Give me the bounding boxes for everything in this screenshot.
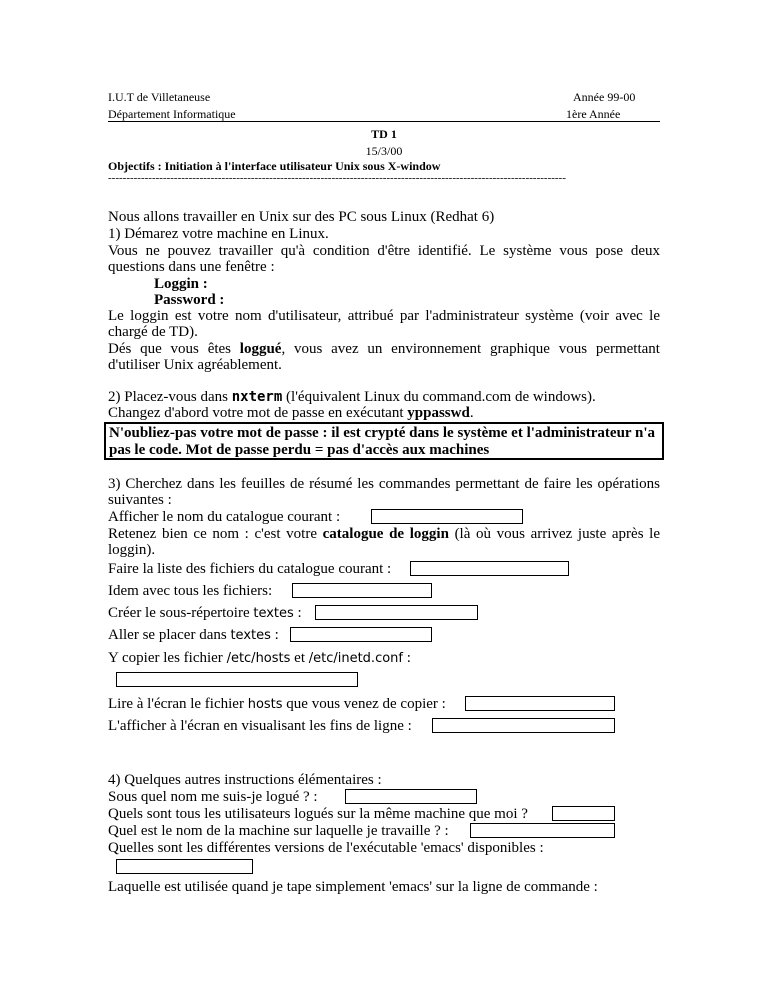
q4-1-answer-field[interactable] [345, 789, 477, 804]
intro-line-1: Nous allons travailler en Unix sur des PC sous Linux (Redhat 6) [108, 209, 495, 225]
password-label: Password : [154, 292, 225, 308]
class-level: 1ère Année [566, 107, 621, 121]
school-year: Année 99-00 [573, 90, 636, 104]
q3-8-answer-field[interactable] [432, 718, 615, 733]
q3-3-answer-field[interactable] [292, 583, 432, 598]
q3-1-label: Afficher le nom du catalogue courant : [108, 509, 341, 525]
q4-5-label: Laquelle est utilisée quand je tape simplement 'emacs' sur la ligne de commande : [108, 879, 598, 895]
q4-2-label: Quels sont tous les utilisateurs logués sur la même machine que moi ? [108, 806, 528, 822]
q3-7-label: Lire à l'écran le fichier hosts que vous venez de copier : [108, 696, 446, 712]
q3-6-answer-field[interactable] [116, 672, 358, 687]
section2-line-1: 2) Placez-vous dans nxterm (l'équivalent Linux du command.com de windows). [108, 389, 596, 405]
q3-2-answer-field[interactable] [410, 561, 569, 576]
section2-line-2: Changez d'abord votre mot de passe en exécutant yppasswd. [108, 405, 474, 421]
q3-4-label: Créer le sous-répertoire textes : [108, 605, 302, 621]
objectives: Objectifs : Initiation à l'interface utilisateur Unix sous X-window [108, 159, 441, 173]
q4-4-answer-field[interactable] [116, 859, 253, 874]
separator-line: ----------------------------------------------------------------------------------------------------------------------------- [108, 172, 566, 184]
school-name: I.U.T de Villetaneuse [108, 90, 211, 104]
loggin-paragraph: Le loggin est votre nom d'utilisateur, attribué par l'administrateur système (voir avec le chargé de TD). [108, 308, 660, 340]
q3-7-answer-field[interactable] [465, 696, 615, 711]
department-name: Département Informatique [108, 107, 236, 121]
sheet-title: TD 1 [371, 127, 397, 141]
q3-6-label: Y copier les fichier /etc/hosts et /etc/inetd.conf : [108, 650, 411, 666]
q3-3-label: Idem avec tous les fichiers: [108, 583, 273, 599]
q4-4-label: Quelles sont les différentes versions de l'exécutable 'emacs' disponibles : [108, 840, 544, 856]
loggin-label: Loggin : [154, 276, 208, 292]
q4-2-answer-field[interactable] [552, 806, 615, 821]
q3-8-label: L'afficher à l'écran en visualisant les fins de ligne : [108, 718, 412, 734]
q3-5-answer-field[interactable] [290, 627, 432, 642]
header-rule [108, 121, 660, 122]
q3-2-label: Faire la liste des fichiers du catalogue courant : [108, 561, 392, 577]
q4-3-answer-field[interactable] [470, 823, 615, 838]
sheet-date: 15/3/00 [365, 144, 403, 158]
section3-intro: 3) Cherchez dans les feuilles de résumé les commandes permettant de faire les opérations suivantes : [108, 476, 660, 508]
section4-intro: 4) Quelques autres instructions élémentaires : [108, 772, 382, 788]
q4-3-label: Quel est le nom de la machine sur laquelle je travaille ? : [108, 823, 449, 839]
intro-paragraph: Vous ne pouvez travailler qu'à condition d'être identifié. Le système vous pose deux questions dans une fenêtre : [108, 243, 660, 275]
q4-1-label: Sous quel nom me suis-je logué ? : [108, 789, 318, 805]
intro-line-2: 1) Démarez votre machine en Linux. [108, 226, 329, 242]
password-warning-box: N'oubliez-pas votre mot de passe : il est crypté dans le système et l'administrateur n'a pas le code. Mot de passe perdu = pas d'accès aux machines [104, 422, 664, 460]
q3-4-answer-field[interactable] [315, 605, 478, 620]
q3-5-label: Aller se placer dans textes : [108, 627, 279, 643]
loggue-paragraph: Dés que vous êtes loggué, vous avez un environnement graphique vous permettant d'utiliser Unix agréablement. [108, 341, 660, 373]
q3-1-answer-field[interactable] [371, 509, 523, 524]
retain-paragraph: Retenez bien ce nom : c'est votre catalogue de loggin (là où vous arrivez juste après le loggin). [108, 526, 661, 558]
